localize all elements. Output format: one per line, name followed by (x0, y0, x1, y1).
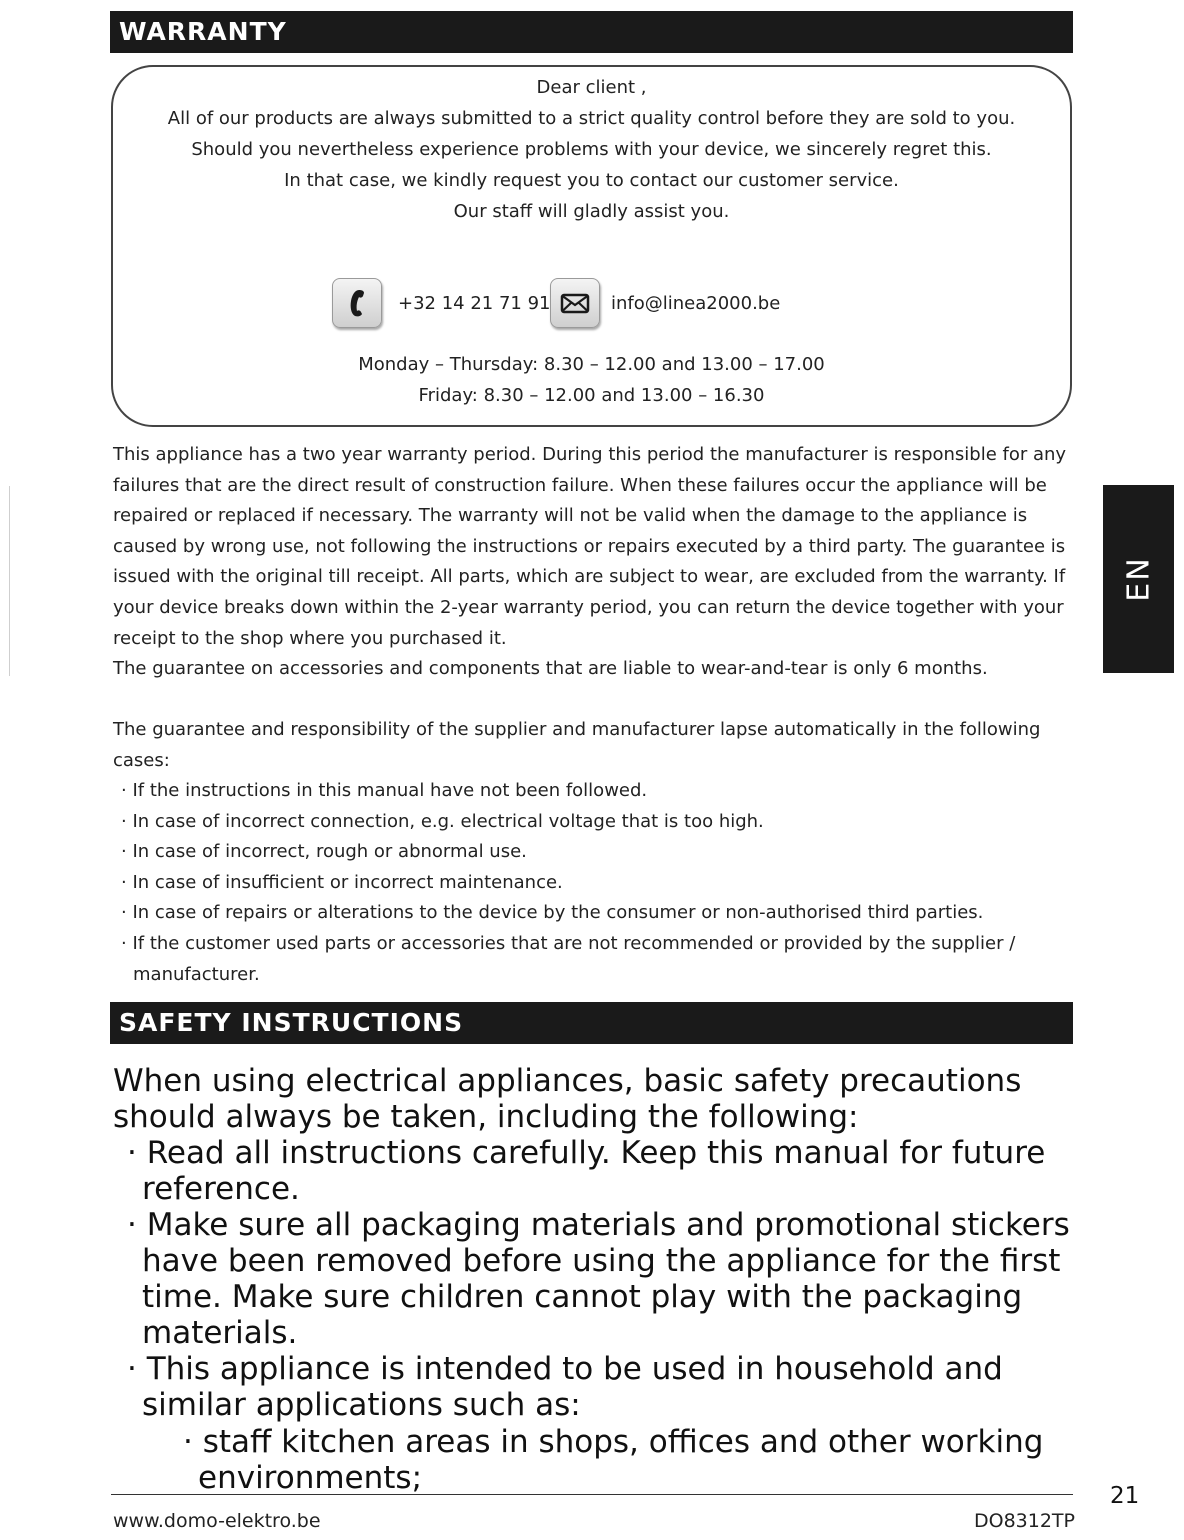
quality-line: All of our products are always submitted to a strict quality control before they are sold to you. (167, 108, 1016, 129)
page-edge-mark (9, 486, 10, 676)
greeting: Dear client , (536, 77, 647, 98)
hours-friday: Friday: 8.30 – 12.00 and 13.00 – 16.30 (418, 385, 765, 406)
page-number: 21 (1110, 1483, 1140, 1509)
language-tab (1103, 485, 1174, 673)
assist-line: Our staff will gladly assist you. (453, 201, 730, 222)
customer-service-box (111, 65, 1072, 427)
hours-weekday: Monday – Thursday: 8.30 – 12.00 and 13.00 – 17.00 (358, 354, 825, 375)
lapse-paragraph: The guarantee and responsibility of the supplier and manufacturer lapse automatically in the following cases: (113, 719, 1041, 771)
list-item: · If the customer used parts or accessories that are not recommended or provided by the supplier / manufacturer. (121, 929, 1051, 990)
list-item: · Read all instructions carefully. Keep this manual for future reference. (127, 1135, 1077, 1207)
warranty-section-header: WARRANTY (110, 11, 1073, 53)
envelope-icon (550, 278, 600, 328)
list-item: · In case of repairs or alterations to the device by the consumer or non-authorised third parties. (121, 898, 1051, 929)
phone-icon (332, 278, 382, 328)
list-item: · Make sure all packaging materials and promotional stickers have been removed before using the appliance for the first time. Make sure children cannot play with the packaging materials. (127, 1207, 1077, 1351)
list-item: · staff kitchen areas in shops, offices and other working environments; (183, 1424, 1063, 1496)
footer-model-number: DO8312TP (973, 1510, 1075, 1532)
list-item: · In case of insufficient or incorrect maintenance. (121, 868, 1051, 899)
language-tab-label: EN (1121, 556, 1156, 602)
list-item: · In case of incorrect connection, e.g. electrical voltage that is too high. (121, 807, 1051, 838)
lapse-cases-list (121, 776, 1051, 990)
safety-section-header: SAFETY INSTRUCTIONS (110, 1002, 1073, 1044)
safety-intro: When using electrical appliances, basic safety precautions should always be taken, including the following: (113, 1063, 1022, 1135)
contact-request-line: In that case, we kindly request you to contact our customer service. (284, 170, 899, 191)
list-item: · If the instructions in this manual have not been followed. (121, 776, 1051, 807)
phone-number[interactable]: +32 14 21 71 91 (398, 293, 551, 314)
accessory-guarantee-paragraph: The guarantee on accessories and components that are liable to wear-and-tear is only 6 months. (113, 658, 988, 679)
regret-line: Should you nevertheless experience problems with your device, we sincerely regret this. (191, 139, 992, 160)
footer-divider (111, 1494, 1073, 1495)
footer-website[interactable]: www.domo-elektro.be (113, 1510, 321, 1532)
list-item: · In case of incorrect, rough or abnormal use. (121, 837, 1051, 868)
warranty-period-paragraph: This appliance has a two year warranty period. During this period the manufacturer is responsible for any failures that are the direct result of construction failure. When these failures occur the appliance will be repaired or replaced if necessary. The warranty will not be valid when the damage to the appliance is caused by wrong use, not following the instructions or repairs executed by a third party. The guarantee is issued with the original till receipt. All parts, which are subject to wear, are excluded from the warranty. If your device breaks down within the 2-year warranty period, you can return the device together with your receipt to the shop where you purchased it. (113, 444, 1067, 649)
email-address[interactable]: info@linea2000.be (611, 293, 781, 314)
safety-list (127, 1135, 1077, 1423)
safety-sub-list (183, 1424, 1063, 1496)
list-item: · This appliance is intended to be used in household and similar applications such as: (127, 1351, 1077, 1423)
